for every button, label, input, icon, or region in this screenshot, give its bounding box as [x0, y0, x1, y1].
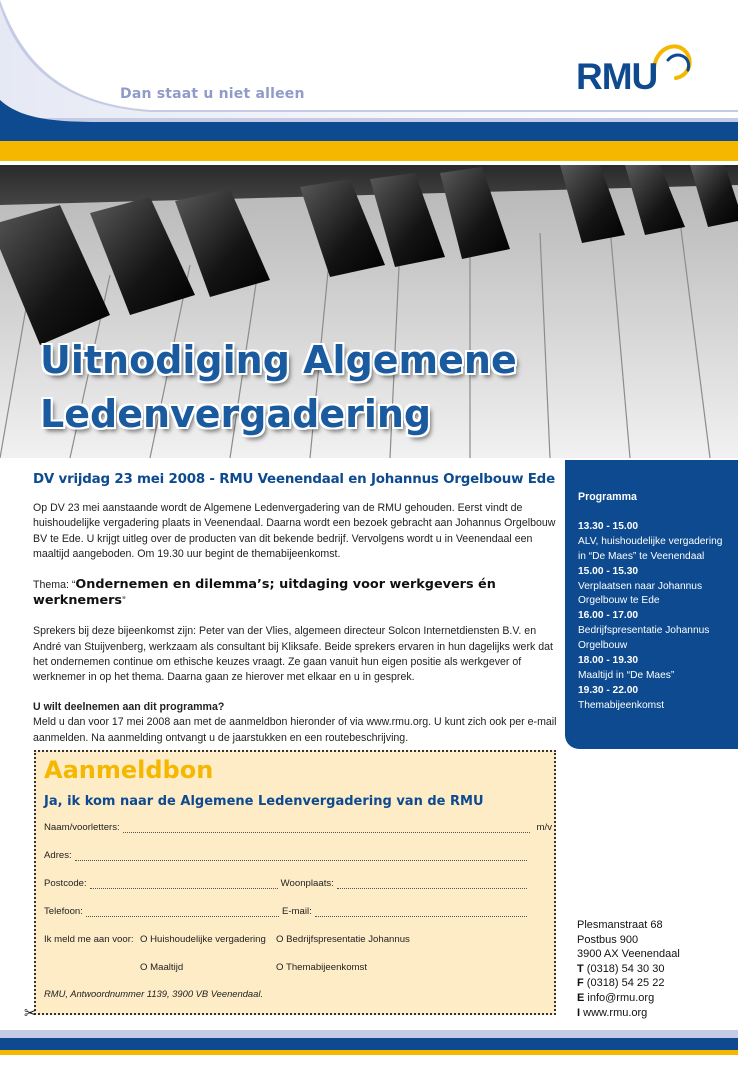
programma-time: 19.30 - 22.00: [578, 684, 639, 696]
signup-paragraph: Meld u dan voor 17 mei 2008 aan met de aanmeldbon hieronder of via www.rmu.org. U kunt zich ook per e-mail aanmelden. Na aanmelding ontvangt u de jaarstukken en een routebeschrijving.: [33, 716, 557, 744]
contact-address: [577, 918, 680, 1020]
thema-close-quote: ”: [122, 595, 126, 608]
antwoordnummer-text: RMU, Antwoordnummer 1139, 3900 VB Veenendaal.: [44, 988, 264, 999]
meld-label: Ik meld me aan voor:: [44, 934, 134, 945]
adres-field[interactable]: [75, 853, 527, 861]
naam-label: Naam/voorletters:: [44, 822, 120, 833]
programma-time: 18.00 - 19.30: [578, 655, 639, 667]
telefoon-field[interactable]: [86, 909, 279, 917]
main-content: [33, 472, 558, 746]
thema-title: Ondernemen en dilemma’s; uitdaging voor werkgevers én werknemers: [33, 577, 496, 609]
programma-sidebar: [565, 460, 738, 749]
programma-desc: Bedrijfspresentatie Johannus Orgelbouw: [578, 625, 710, 652]
signup-question: U wilt deelnemen aan dit programma?: [33, 701, 225, 714]
banner-title: [40, 333, 517, 441]
address-email: [577, 991, 680, 1006]
address-street: Plesmanstraat 68: [577, 919, 663, 931]
thema-line: [33, 577, 558, 609]
telefoon-label: Telefoon:: [44, 906, 83, 917]
programma-desc: Verplaatsen naar Johannus Orgelbouw te Ede: [578, 580, 703, 607]
sprekers-paragraph: Sprekers bij deze bijeenkomst zijn: Peter van der Vlies, algemeen directeur Solcon Internetdiensten B.V. en André van Stuijvenberg, werkzaam als consultant bij Kliksafe. Beide sprekers ervaren in hun dagelijks werk dat het ondernemen continue om ethische keuzes vraagt. Ze gaan vanuit hun eigen positie als werkgever of werknemer in op het thema. Daarna gaan ze hierover met elkaar en u in gesprek.: [33, 625, 553, 684]
address-phone: [577, 962, 680, 977]
programma-time: 16.00 - 17.00: [578, 610, 639, 622]
adres-label: Adres:: [44, 850, 72, 861]
postcode-label: Postcode:: [44, 878, 87, 889]
scissors-icon: ✂: [24, 1004, 37, 1022]
website-value: www.rmu.org: [580, 1006, 648, 1019]
footer-stripe-white: [0, 1055, 738, 1068]
adres-field-row: [44, 850, 530, 861]
banner-title-line1: Uitnodiging Algemene: [40, 338, 517, 382]
programma-heading: Programma: [578, 491, 637, 503]
option-themabijeenkomst[interactable]: O Themabijeenkomst: [276, 962, 368, 973]
option-bedrijfspresentatie[interactable]: O Bedrijfspresentatie Johannus: [276, 934, 410, 945]
banner-title-line2: Ledenvergadering: [40, 392, 432, 436]
programma-time: 13.30 - 15.00: [578, 520, 639, 532]
email-contact-label: E: [577, 991, 585, 1004]
email-label: E-mail:: [281, 906, 312, 917]
programma-desc: Themabijeenkomst: [578, 699, 665, 711]
email-contact-value: info@rmu.org: [584, 991, 655, 1004]
programma-time: 15.00 - 15.30: [578, 565, 639, 577]
programma-desc: Maaltijd in “De Maes”: [578, 669, 675, 681]
address-city: 3900 AX Veenendaal: [577, 948, 680, 961]
logo-text: RMU: [576, 56, 658, 97]
piano-banner: [0, 165, 738, 458]
mv-label: m/v: [536, 822, 552, 833]
page-header: [0, 0, 738, 165]
aanmeldbon-title: Aanmeldbon: [44, 756, 214, 784]
address-fax: [577, 976, 680, 991]
tagline: Dan staat u niet alleen: [120, 86, 305, 102]
option-maaltijd[interactable]: O Maaltijd: [140, 962, 184, 973]
intro-paragraph: Op DV 23 mei aanstaande wordt de Algemene Ledenvergadering van de RMU gehouden. Eerst vindt de huishoudelijke vergadering plaats in Veenendaal. Daarna wordt een bezoek gebracht aan Johannus Orgelbouw BV te Ede. U krijgt uitleg over de producten van dit bekende bedrijf. Vervolgens wordt u in Veenendaal een maaltijd aangeboden. Om 19.30 uur begint de themabijeenkomst.: [33, 502, 556, 560]
email-field[interactable]: [315, 909, 527, 917]
rmu-logo: [572, 38, 704, 104]
aanmeldbon-subtitle: Ja, ik kom naar de Algemene Ledenvergadering van de RMU: [44, 794, 484, 809]
postcode-field[interactable]: [90, 881, 278, 889]
thema-label: Thema:: [33, 579, 72, 592]
thema-open-quote: “: [71, 579, 76, 592]
option-huishoudelijke-vergadering[interactable]: O Huishoudelijke vergadering: [140, 934, 266, 945]
telefoon-field-row: [44, 906, 530, 917]
footer-stripe-blue: [0, 1038, 738, 1050]
naam-field[interactable]: [123, 825, 530, 833]
woonplaats-label: Woonplaats:: [280, 878, 334, 889]
fax-value: (0318) 54 25 22: [583, 977, 665, 990]
naam-field-row: [44, 822, 552, 833]
postcode-field-row: [44, 878, 530, 889]
address-postbus: Postbus 900: [577, 933, 639, 946]
footer-stripe-light: [0, 1030, 738, 1038]
programma-desc: ALV, huishoudelijke vergadering in “De Maes” te Veenendaal: [578, 535, 723, 562]
phone-value: (0318) 54 30 30: [583, 962, 665, 975]
address-website: [577, 1006, 680, 1021]
website-label: I: [577, 1006, 581, 1019]
phone-label: T: [577, 962, 584, 975]
aanmeldbon-form: [34, 750, 556, 1015]
woonplaats-field[interactable]: [337, 881, 527, 889]
event-subheading: DV vrijdag 23 mei 2008 - RMU Veenendaal en Johannus Orgelbouw Ede: [33, 472, 555, 487]
fax-label: F: [577, 977, 584, 990]
